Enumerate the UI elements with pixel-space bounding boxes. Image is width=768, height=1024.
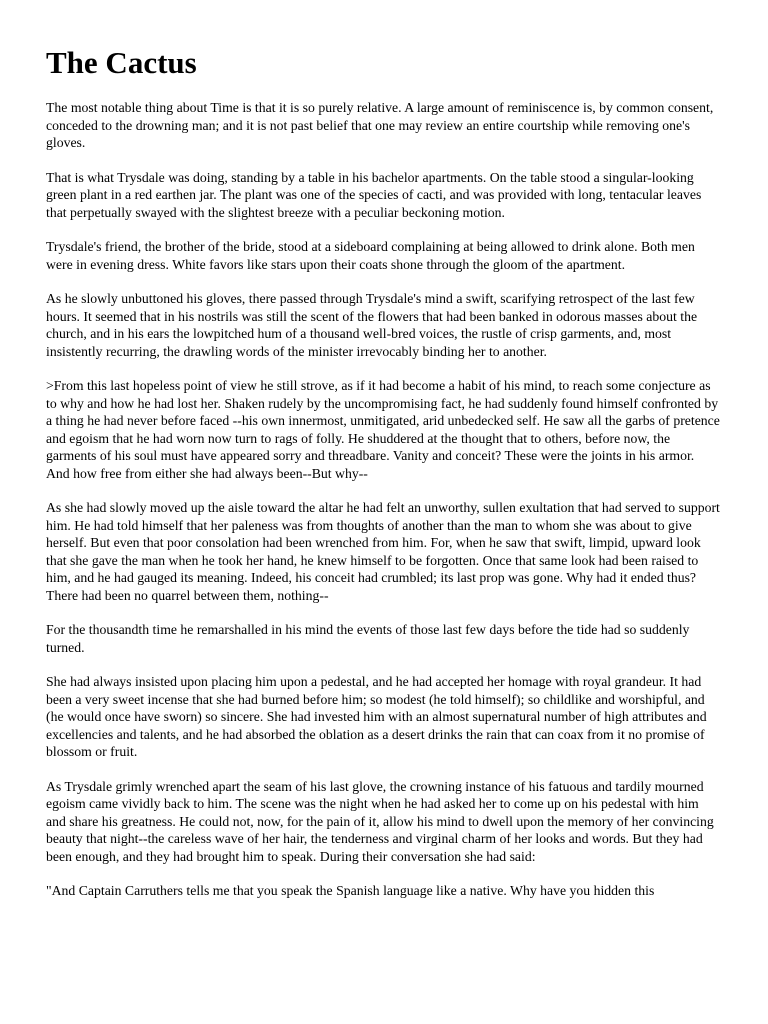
- page-title: The Cactus: [46, 45, 197, 80]
- paragraph-9: As Trysdale grimly wrenched apart the seam of his last glove, the crowning instance of his fatuous and tardily mourned egoism came vividly back to him. The scene was the night when he had asked her to come up on his pedestal with him and share his greatness. He could not, now, for the pain of it, allow his mind to dwell upon the memory of her convincing beauty that night--the careless wave of her hair, the tenderness and virginal charm of her looks and words. But they had been enough, and they had brought him to speak. During their conversation she had said:: [46, 778, 714, 864]
- paragraph-2: That is what Trysdale was doing, standing by a table in his bachelor apartments. On the table stood a singular-looking green plant in a red earthen jar. The plant was one of the species of cacti, and was provided with long, tentacular leaves that perpetually swayed with the slightest breeze with a peculiar beckoning motion.: [46, 169, 702, 220]
- paragraph-6: As she had slowly moved up the aisle toward the altar he had felt an unworthy, sullen exultation that had served to support him. He had told himself that her paleness was from thoughts of another than the man to whom she was about to give herself. But even that poor consolation had been wrenched from him. For, when he saw that swift, limpid, upward look that she gave the man when he took her hand, he knew himself to be forgotten. Once that same look had been raised to him, and he had gauged its meaning. Indeed, his conceit had crumbled; its last prop was gone. Why had it ended thus? There had been no quarrel between them, nothing--: [46, 500, 720, 603]
- paragraph-4: As he slowly unbuttoned his gloves, there passed through Trysdale's mind a swift, scarifying retrospect of the last few hours. It seemed that in his nostrils was still the scent of the flowers that had been banked in odorous masses about the church, and in his ears the lowpitched hum of a thousand well-bred voices, the rustle of crisp garments, and, most insistently recurring, the drawling words of the minister irrevocably binding her to another.: [46, 291, 698, 359]
- paragraph-10: "And Captain Carruthers tells me that you speak the Spanish language like a native. Why have you hidden this: [46, 883, 655, 898]
- paragraph-5: >From this last hopeless point of view he still strove, as if it had become a habit of his mind, to reach some conjecture as to why and how he had lost her. Shaken rudely by the uncompromising fact, he had suddenly found himself confronted by a thing he had never before faced --his own innermost, unmitigated, arid unbedecked self. He saw all the garbs of pretence and egoism that he had worn now turn to rags of folly. He shuddered at the thought that to others, before now, the garments of his soul must have appeared sorry and threadbare. Vanity and conceit? These were the joints in his armor. And how free from either she had always been--But why--: [46, 378, 720, 481]
- paragraph-1: The most notable thing about Time is that it is so purely relative. A large amount of reminiscence is, by common consent, conceded to the drowning man; and it is not past belief that one may review an entire courtship while removing one's gloves.: [46, 100, 714, 150]
- paragraph-3: Trysdale's friend, the brother of the bride, stood at a sideboard complaining at being allowed to drink alone. Both men were in evening dress. White favors like stars upon their coats shone through the gloom of the apartment.: [46, 239, 695, 272]
- paragraph-8: She had always insisted upon placing him upon a pedestal, and he had accepted her homage with royal grandeur. It had been a very sweet incense that she had burned before him; so modest (he told himself); so childlike and worshipful, and (he would once have sworn) so sincere. She had invested him with an almost supernatural number of high attributes and excellencies and talents, and he had absorbed the oblation as a desert drinks the rain that can coax from it no promise of blossom or fruit.: [46, 674, 707, 759]
- paragraph-7: For the thousandth time he remarshalled in his mind the events of those last few days before the tide had so suddenly turned.: [46, 622, 690, 655]
- document-page: [46, 44, 720, 917]
